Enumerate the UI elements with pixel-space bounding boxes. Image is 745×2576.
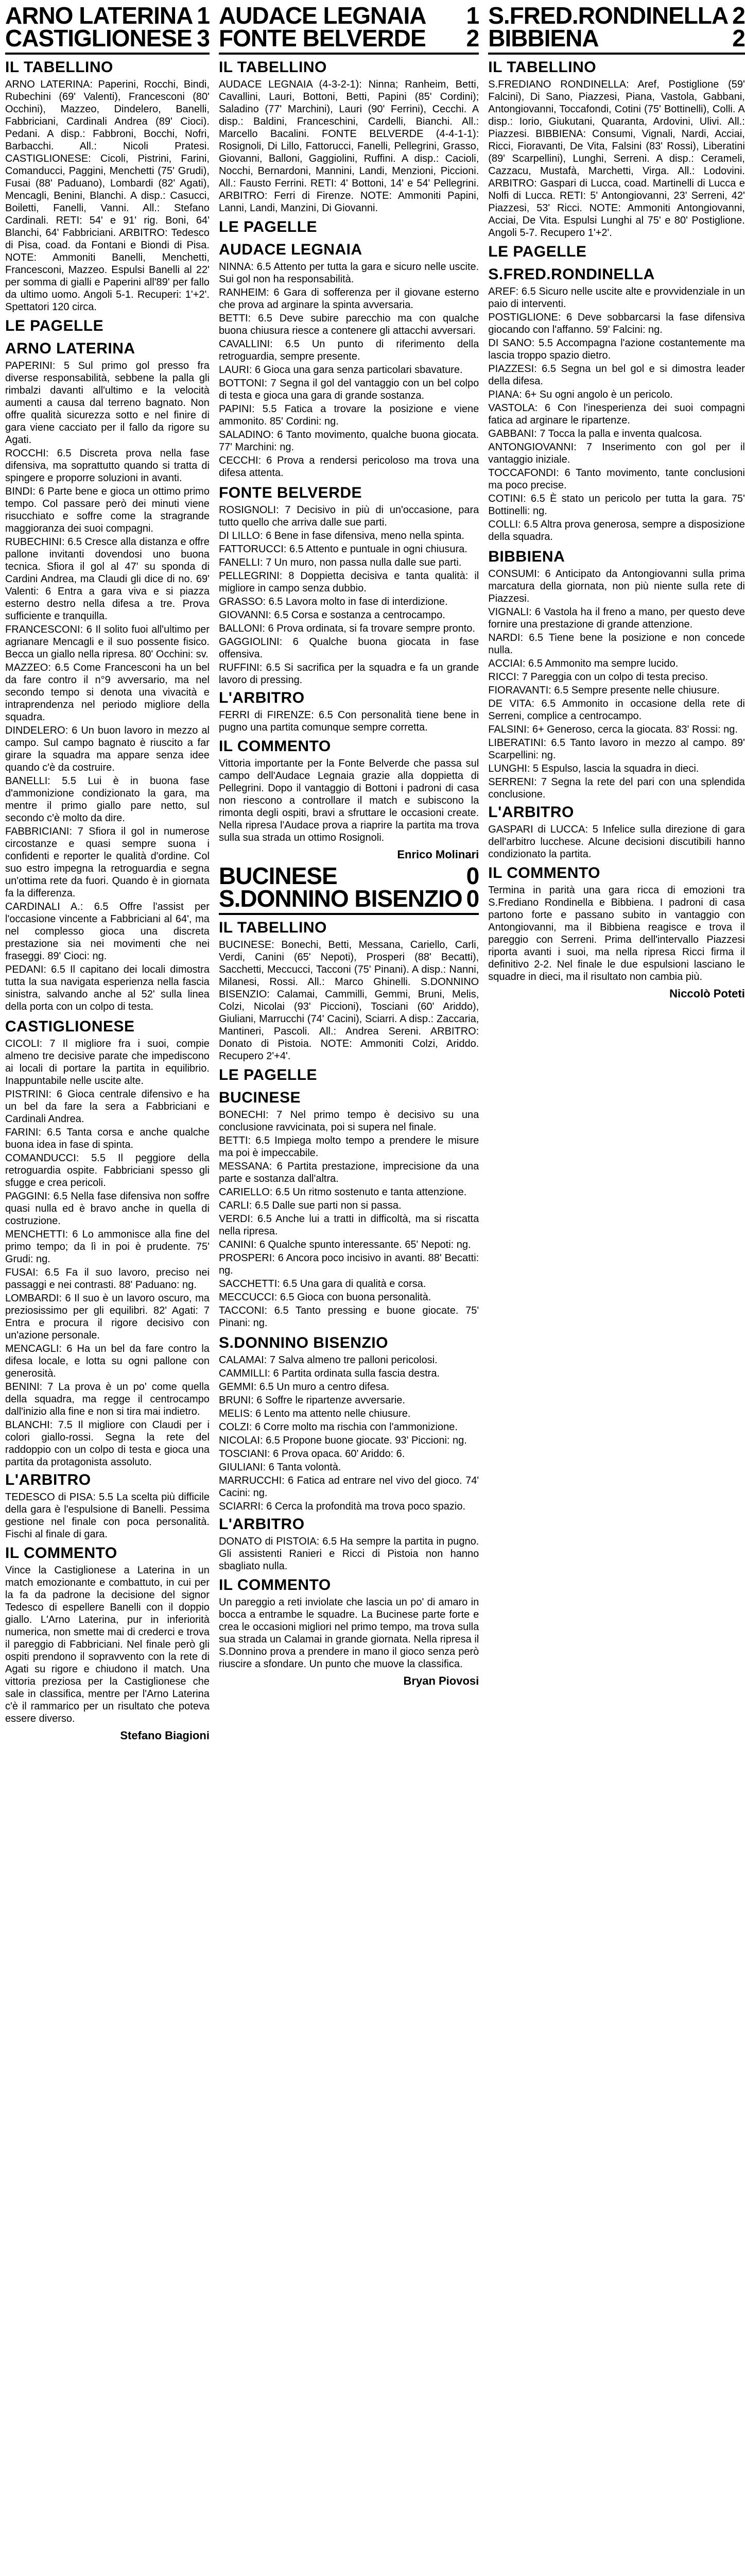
- player-grade: BOTTONI: 7 Segna il gol del vantaggio con un bel colpo di testa e gioca una gara di grande sostanza.: [218, 378, 479, 401]
- section-title-tabellino: IL TABELLINO: [218, 919, 327, 936]
- player-grade: MELIS: 6 Lento ma attento nelle chiusure.: [218, 1408, 411, 1419]
- player-grade: CICOLI: 7 Il migliore fra i suoi, compie almeno tre decisive parate che impediscono ai locali di portare la partita in equilibrio. Inappuntabile nelle uscite alte.: [5, 1038, 210, 1087]
- team-subtitle: BUCINESE: [218, 1089, 301, 1106]
- player-grade: CECCHI: 6 Prova a rendersi pericoloso ma trova una difesa attenta.: [218, 455, 479, 479]
- section-title-commento: IL COMMENTO: [5, 1545, 117, 1562]
- player-grade: DI LILLO: 6 Bene in fase difensiva, meno nella spinta.: [218, 530, 464, 541]
- match-column-1: [5, 4, 210, 2576]
- player-grade: COTINI: 6.5 È stato un pericolo per tutta la gara. 75' Bottinelli: ng.: [488, 493, 745, 517]
- home-team-name: AUDACE LEGNAIA: [218, 2, 426, 29]
- player-grade: SALADINO: 6 Tanto movimento, qualche buona giocata. 77' Marchini: ng.: [218, 429, 479, 453]
- commento-text: Vittoria importante per la Fonte Belverde che passa sul campo dell'Audace Legnaia grazie alla doppietta di Pellegrini. Dopo il vantaggio di Bottoni i padroni di casa non riescono a controllare il match e subiscono la rimonta degli ospiti, bravi a sfruttare le occasioni create. Nella ripresa l'Audace prova a riaprire la partita ma trova sulla sua strada un ottimo Rosignoli.: [218, 758, 479, 843]
- player-grade: LAURI: 6 Gioca una gara senza particolari sbavature.: [218, 364, 463, 376]
- player-grade: CAMMILLI: 6 Partita ordinata sulla fascia destra.: [218, 1368, 440, 1379]
- player-grade: GEMMI: 6.5 Un muro a centro difesa.: [218, 1381, 390, 1393]
- home-team-score: 1: [197, 2, 210, 29]
- player-grade: FUSAI: 6.5 Fa il suo lavoro, preciso nei passaggi e nei contrasti. 88' Paduano: ng.: [5, 1267, 210, 1291]
- match-header-row: [488, 4, 745, 27]
- player-grade: FANELLI: 7 Un muro, non passa nulla dalle sue parti.: [218, 557, 462, 568]
- player-grade: PELLEGRINI: 8 Doppietta decisiva e tanta qualità: il migliore in campo senza dubbio.: [218, 570, 479, 594]
- match-header-row: [5, 25, 210, 52]
- author-signature: Bryan Piovosi: [403, 1674, 479, 1687]
- team-subtitle: AUDACE LEGNAIA: [218, 241, 362, 258]
- player-grade: ACCIAI: 6.5 Ammonito ma sempre lucido.: [488, 658, 679, 669]
- player-grade: FALSINI: 6+ Generoso, cerca la giocata. 83' Rossi: ng.: [488, 724, 738, 735]
- player-grade: ROCCHI: 6.5 Discreta prova nella fase difensiva, ma soprattutto quando si tratta di spingere e proporre soluzioni in avanti.: [5, 448, 210, 484]
- player-grade: GIOVANNI: 6.5 Corsa e sostanza a centrocampo.: [218, 609, 445, 621]
- player-grade: DINDELERO: 6 Un buon lavoro in mezzo al campo. Sul campo bagnato è riuscito a far girare la squadra ma appare senza idee quando c'è da costruire.: [5, 725, 210, 773]
- author-signature: Niccolò Poteti: [669, 987, 745, 1000]
- player-grade: CANINI: 6 Qualche spunto interessante. 65' Nepoti: ng.: [218, 1239, 471, 1250]
- away-team-name: BIBBIENA: [488, 25, 599, 52]
- player-grade: LOMBARDI: 6 Il suo è un lavoro oscuro, ma preziosissimo per gli equilibri. 82' Agati: 7 Entra e procura il rigore decisivo con un'azione personale.: [5, 1293, 210, 1341]
- match-column-2: [219, 4, 479, 2576]
- player-grade: CARIELLO: 6.5 Un ritmo sostenuto e tanta attenzione.: [218, 1187, 467, 1198]
- player-grade: SACCHETTI: 6.5 Una gara di qualità e corsa.: [218, 1278, 426, 1290]
- player-grade: TOCCAFONDI: 6 Tanto movimento, tante conclusioni ma poco precise.: [488, 467, 745, 491]
- player-grade: RICCI: 7 Pareggia con un colpo di testa preciso.: [488, 671, 708, 683]
- player-grade: SCIARRI: 6 Cerca la profondità ma trova poco spazio.: [218, 1501, 466, 1512]
- player-grade: BETTI: 6.5 Deve subire parecchio ma con qualche buona chiusura riesce a contenere gli attacchi avversari.: [218, 313, 479, 336]
- away-team-name: FONTE BELVERDE: [218, 25, 426, 52]
- player-grade: NICOLAI: 6.5 Propone buone giocate. 93' Piccioni: ng.: [218, 1435, 467, 1446]
- team-subtitle: S.DONNINO BISENZIO: [218, 1334, 388, 1351]
- player-grade: PROSPERI: 6 Ancora poco incisivo in avanti. 88' Becatti: ng.: [218, 1252, 479, 1276]
- match-header-row: [219, 4, 479, 27]
- home-team-name: S.FRED.RONDINELLA: [488, 2, 729, 29]
- player-grade: GRASSO: 6.5 Lavora molto in fase di interdizione.: [218, 596, 448, 607]
- player-grade: BRUNI: 6 Soffre le ripartenze avversarie.: [218, 1395, 405, 1406]
- player-grade: CONSUMI: 6 Anticipato da Antongiovanni sulla prima marcatura della giornata, non più niente sulla rete di Piazzesi.: [488, 568, 745, 604]
- player-grade: COMANDUCCI: 5.5 Il peggiore della retroguardia ospite. Fabbriciani spesso gli sfugge e crea pericoli.: [5, 1153, 210, 1189]
- player-grade: CALAMAI: 7 Salva almeno tre palloni pericolosi.: [218, 1354, 438, 1366]
- grades-list: [488, 285, 745, 543]
- team-subtitle: CASTIGLIONESE: [5, 1018, 135, 1035]
- section-title-arbitro: L'ARBITRO: [5, 1471, 91, 1488]
- player-grade: ANTONGIOVANNI: 7 Inserimento con gol per il vantaggio iniziale.: [488, 442, 745, 465]
- player-grade: CAVALLINI: 6.5 Un punto di riferimento della retroguardia, sempre presente.: [218, 338, 479, 362]
- divider: [5, 53, 210, 55]
- player-grade: PIANA: 6+ Su ogni angolo è un pericolo.: [488, 389, 673, 400]
- match-header-row: [5, 4, 210, 27]
- player-grade: FIORAVANTI: 6.5 Sempre presente nelle chiusure.: [488, 685, 720, 696]
- commento-text: Termina in parità una gara ricca di emozioni tra S.Frediano Rondinella e Bibbiena. I padroni di casa partono forte e passano subito in vantaggio con Antongiovanni, ma il Bibbiena reagisce e trova il pareggio con Serreni. Prima dell'intervallo Piazzesi riporta avanti i suoi, ma nella ripresa Ricci firma il definitivo 2-2. Nel finale le due espulsioni lasciano le squadre in dieci, ma il risultato non cambia più.: [488, 885, 745, 982]
- player-grade: PIAZZESI: 6.5 Segna un bel gol e si dimostra leader della difesa.: [488, 363, 745, 387]
- player-grade: GAGGIOLINI: 6 Qualche buona giocata in fase offensiva.: [218, 636, 479, 660]
- player-grade: ROSIGNOLI: 7 Decisivo in più di un'occasione, para tutto quello che arriva dalle sue parti.: [218, 504, 479, 528]
- player-grade: NINNA: 6.5 Attento per tutta la gara e sicuro nelle uscite. Sui gol non ha responsabilità.: [218, 261, 479, 285]
- team-subtitle: BIBBIENA: [488, 548, 565, 565]
- player-grade: FABBRICIANI: 7 Sfiora il gol in numerose circostanze e quasi sempre suona i confidenti e reporter le qualità d'ordine. Col suo estro impegna la retroguardia e segna un'ottima rete da fuori. Quando è in giornata fa la differenza.: [5, 826, 210, 899]
- away-team-score: 2: [466, 25, 479, 52]
- section-title-commento: IL COMMENTO: [488, 865, 600, 882]
- player-grade: PAPERINI: 5 Sul primo gol presso fra diverse responsabilità, sebbene la palla gli rimbalzi davanti all'ultimo e la velocità aumenti a causa dal terreno bagnato. Non offre qualità sicurezza sotto e nel finire di gara viene cacciato per il fallo da rigore su Agati.: [5, 360, 210, 446]
- player-grade: PAGGINI: 6.5 Nella fase difensiva non soffre quasi nulla ed è bravo anche in quella di costruzione.: [5, 1191, 210, 1227]
- section-title-tabellino: IL TABELLINO: [218, 59, 327, 76]
- home-team-name: BUCINESE: [218, 862, 337, 889]
- section-title-commento: IL COMMENTO: [218, 738, 331, 755]
- player-grade: MENCAGLI: 6 Ha un bel da fare contro la difesa locale, e lotta su ogni pallone con generosità.: [5, 1343, 210, 1379]
- player-grade: MECCUCCI: 6.5 Gioca con buona personalità.: [218, 1292, 431, 1303]
- section-title-pagelle: LE PAGELLE: [218, 1066, 318, 1083]
- player-grade: BETTI: 6.5 Impiega molto tempo a prendere le misure ma poi è impeccabile.: [218, 1135, 479, 1159]
- section-title-arbitro: L'ARBITRO: [488, 804, 574, 821]
- grades-list: [5, 1038, 210, 1468]
- divider: [219, 53, 479, 55]
- player-grade: NARDI: 6.5 Tiene bene la posizione e non concede nulla.: [488, 632, 745, 656]
- player-grade: FARINI: 6.5 Tanta corsa e anche qualche buona idea in fase di spinta.: [5, 1127, 210, 1150]
- section-title-tabellino: IL TABELLINO: [488, 59, 597, 76]
- player-grade: VIGNALI: 6 Vastola ha il freno a mano, per questo deve fornire una prestazione di grande attenzione.: [488, 606, 745, 630]
- home-team-score: 2: [732, 2, 745, 29]
- away-team-name: CASTIGLIONESE: [5, 25, 192, 52]
- player-grade: CARDINALI A.: 6.5 Offre l'assist per l'occasione vincente a Fabbriciani al 64', ma nel complesso gioca una discreta prestazione sia nei movimenti che nei fraseggi. 89' Cioci: ng.: [5, 901, 210, 962]
- player-grade: BANELLI: 5.5 Lui è in buona fase d'ammonizione condizionato la gara, ma mentre il primo giallo pare netto, sul secondo c'è molto da dire.: [5, 775, 210, 824]
- away-team-score: 3: [197, 25, 210, 52]
- player-grade: LIBERATINI: 6.5 Tanto lavoro in mezzo al campo. 89' Scarpellini: ng.: [488, 737, 745, 761]
- player-grade: BENINI: 7 La prova è un po' come quella della squadra, ma regge il centrocampo dall'inizio alla fine e non si tira mai indietro.: [5, 1381, 210, 1417]
- away-team-name: S.DONNINO BISENZIO: [218, 885, 462, 912]
- grades-list: [488, 568, 745, 801]
- section-title-arbitro: L'ARBITRO: [218, 1516, 305, 1533]
- arbitro-text: TEDESCO di PISA: 5.5 La scelta più difficile della gara è l'espulsione di Banelli. Pessima gestione nel finale con poca personalità. Fischi al finale di gara.: [5, 1492, 210, 1540]
- player-grade: SERRENI: 7 Segna la rete del pari con una splendida conclusione.: [488, 776, 745, 800]
- player-grade: BINDI: 6 Parte bene e gioca un ottimo primo tempo. Col passare però dei minuti viene risucchiato e soffre come la stragrande maggioranza dei suoi compagni.: [5, 486, 210, 534]
- team-subtitle: S.FRED.RONDINELLA: [488, 266, 655, 283]
- player-grade: VASTOLA: 6 Con l'inesperienza dei suoi compagni fatica ad arginare le ripartenze.: [488, 402, 745, 426]
- player-grade: GIULIANI: 6 Tanta volontà.: [218, 1462, 341, 1473]
- grades-list: [219, 1354, 479, 1513]
- player-grade: GABBANI: 7 Tocca la palla e inventa qualcosa.: [488, 428, 702, 439]
- away-team-score: 0: [466, 885, 479, 912]
- grades-list: [219, 504, 479, 686]
- section-title-pagelle: LE PAGELLE: [5, 317, 104, 334]
- player-grade: TACCONI: 6.5 Tanto pressing e buone giocate. 75' Pinani: ng.: [218, 1305, 479, 1329]
- section-title-arbitro: L'ARBITRO: [218, 689, 305, 706]
- tabellino-text: BUCINESE: Bonechi, Betti, Messana, Cariello, Carli, Verdi, Canini (65' Nepoti), Prosperi (88' Becatti), Sacchetti, Meccucci, Tacconi (75' Pinani). A disp.: Nanni, Milanesi, Rossi. All.: Marco Ghinelli. S.DONNINO BISENZIO: Calamai, Cammilli, Gemmi, Bruni, Melis, Colzi, Nicolai (93' Piccioni), Tosciani (60' Ariddo), Giuliani, Marrucchi (74' Cacini), Sciarri. A disp.: Zaccaria, Mantineri, Pascoli. All.: Andrea Sereni. ARBITRO: Donato di Pistoia. NOTE: Ammoniti Colzi, Ariddo. Recupero 2'+4'.: [218, 939, 479, 1062]
- tabellino-text: AUDACE LEGNAIA (4-3-2-1): Ninna; Ranheim, Betti, Cavallini, Lauri, Bottoni, Betti, Papini (85' Cordini); Saladino (77' Marchini), Lauri (90' Ferrini), Cecchi. A disp.: Baldini, Franceschini, Cardelli, Bianchi. All.: Marcello Bacalini. FONTE BELVERDE (4-4-1-1): Rosignoli, Di Lillo, Fattorucci, Fanelli, Pellegrini, Grasso, Giovanni, Balloni, Gaggiolini, Ruffini. A disp.: Cacioli, Nocchi, Bernardoni, Mannini, Landi, Menzioni, Piccioni. All.: Fausto Ferrini. RETI: 4' Bottoni, 14' e 54' Pellegrini. ARBITRO: Ferri di Firenze. NOTE: Ammoniti Papini, Lanni, Landi, Manzini, Di Giovanni.: [218, 79, 479, 214]
- arbitro-text: GASPARI di LUCCA: 5 Infelice sulla direzione di gara dell'arbitro lucchese. Alcune decisioni discutibili hanno condizionato la partita.: [488, 824, 745, 860]
- player-grade: VERDI: 6.5 Anche lui a tratti in difficoltà, ma si riscatta nella ripresa.: [218, 1213, 479, 1237]
- arbitro-text: FERRI di FIRENZE: 6.5 Con personalità tiene bene in pugno una partita comunque sempre corretta.: [218, 709, 479, 733]
- player-grade: CARLI: 6.5 Dalle sue parti non si passa.: [218, 1200, 402, 1211]
- player-grade: RUFFINI: 6.5 Si sacrifica per la squadra e fa un grande lavoro di pressing.: [218, 662, 479, 686]
- player-grade: MAZZEO: 6.5 Come Francesconi ha un bel da fare contro il n°9 avversario, ma nel secondo tempo si denota una vivacità e intraprendenza nel periodo migliore della squadra.: [5, 662, 210, 723]
- tabellino-text: ARNO LATERINA: Paperini, Rocchi, Bindi, Rubechini (69' Valenti), Francesconi (80' Occhini), Mazzeo, Dindelero, Banelli, Fabbriciani, Cardinali Andrea (89' Cioci). Pedani. A disp.: Fabbroni, Bocchi, Nofri, Barbacchi. All.: Nicoli Pratesi. CASTIGLIONESE: Cicoli, Pistrini, Farini, Comanducci, Paggini, Menchetti (75' Grudi), Fusai (88' Paduano), Lombardi (82' Agati), Mencagli, Benini, Blanchi. A disp.: Casucci, Boiletti, Fanelli, Vanni. All.: Stefano Cardinali. RETI: 54' e 91' rig. Boni, 64' Blanchi, 64' Fabbriciani. ARBITRO: Tedesco di Pisa, coad. da Fontani e Biondi di Pisa. NOTE: Ammoniti Banelli, Menchetti, Francesconi, Mazzeo. Espulsi Banelli al 22' per somma di gialli e Paperini all'89' per fallo da ultimo uomo. Angoli 5-1. Recuperi: 1'+2'. Spettatori 120 circa.: [5, 79, 210, 313]
- player-grade: RUBECHINI: 6.5 Cresce alla distanza e offre pallone invitanti dovendosi uno buona tecnica. Sfiora il gol al 47' su sponda di Cardini Andrea, ma Claudi gli dice di no. 69' Valenti: 6 Entra a gara viva e si piazza esterno destro nella difesa a tre. Prova sufficiente e tranquilla.: [5, 536, 210, 622]
- author-signature: Stefano Biagioni: [120, 1729, 210, 1742]
- away-team-score: 2: [732, 25, 745, 52]
- player-grade: POSTIGLIONE: 6 Deve sobbarcarsi la fase difensiva giocando con l'affanno. 59' Falcini: ng.: [488, 312, 745, 335]
- player-grade: MESSANA: 6 Partita prestazione, imprecisione da una parte e sostanza dall'altra.: [218, 1161, 479, 1184]
- player-grade: MARRUCCHI: 6 Fatica ad entrare nel vivo del gioco. 74' Cacini: ng.: [218, 1475, 479, 1499]
- section-title-commento: IL COMMENTO: [218, 1577, 331, 1594]
- match-header-row: [218, 25, 479, 52]
- player-grade: AREF: 6.5 Sicuro nelle uscite alte e provvidenziale in un paio di interventi.: [488, 286, 745, 310]
- arbitro-text: DONATO di PISTOIA: 6.5 Ha sempre la partita in pugno. Gli assistenti Ranieri e Ricci di Pistoia non hanno sbagliato nulla.: [218, 1536, 479, 1572]
- player-grade: PISTRINI: 6 Gioca centrale difensivo e ha un bel da fare la sera a Fabbriciani e Cardinali Andrea.: [5, 1089, 210, 1125]
- section-title-tabellino: IL TABELLINO: [5, 59, 113, 76]
- player-grade: RANHEIM: 6 Gara di sofferenza per il giovane esterno che prova ad arginare la spinta avversaria.: [218, 287, 479, 311]
- player-grade: FRANCESCONI: 6 Il solito fuoi all'ultimo per agrianare Mencagli e il suo possente fisico. Becca un giallo nella ripresa. 80' Occhini: sv.: [5, 624, 210, 660]
- match-header-row: [218, 862, 479, 889]
- home-team-name: ARNO LATERINA: [5, 2, 193, 29]
- match-column-3: [488, 4, 745, 2576]
- home-team-score: 1: [466, 2, 479, 29]
- player-grade: BALLONI: 6 Prova ordinata, si fa trovare sempre pronto.: [218, 623, 475, 634]
- grades-list: [5, 360, 210, 1013]
- match-header-row: [219, 887, 479, 910]
- tabellino-text: S.FREDIANO RONDINELLA: Aref, Postiglione (59' Falcini), Di Sano, Piazzesi, Piana, Vastola, Gabbani, Antongiovanni, Toccafondi, Cotini (75' Bottinelli), Colli. A disp.: Iorio, Giukutani, Quaranta, Ardovini, Ulivi. All.: Piazzesi. BIBBIENA: Consumi, Vignali, Nardi, Acciai, Ricci, Fioravanti, De Vita, Falsini (83' Rossi), Liberatini (89' Scarpellini), Lunghi, Serreni. A disp.: Cerameli, Cazzacu, Mustafà, Marchetti, Virga. All.: Lodovini. ARBITRO: Gaspari di Lucca, coad. Martinelli di Lucca e Nolfi di Lucca. RETI: 5' Antongiovanni, 23' Serreni, 42' Piazzesi, 53' Ricci. NOTE: Ammoniti Antongiovanni, Acciai, De Vita. Espulsi Lunghi al 75' e 80' Postiglione. Angoli 5-7. Recupero 1'+2'.: [488, 79, 745, 239]
- player-grade: FATTORUCCI: 6.5 Attento e puntuale in ogni chiusura.: [218, 544, 467, 555]
- commento-text: Vince la Castiglionese a Laterina in un match emozionante e combattuto, in cui per la fa da padrone la decisione del signor Tedesco di espellere Banelli con il doppio giallo. L'Arno Laterina, pur in inferiorità numerica, non smette mai di crederci e trova il pareggio di Fabbriciani. Nel finale però gli ospiti prendono il sopravvento con la rete di Agati su rigore e chiudono il match. Una vittoria preziosa per la Castiglionese che sale in classifica, mentre per l'Arno Laterina c'è il rammarico per un risultato che poteva essere diverso.: [5, 1565, 210, 1724]
- match-header-row: [488, 25, 745, 52]
- player-grade: BLANCHI: 7.5 Il migliore con Claudi per i colori giallo-rossi. Segna la rete del raddoppio con un colpo di testa e gioca una partita da protagonista assoluto.: [5, 1419, 210, 1468]
- player-grade: BONECHI: 7 Nel primo tempo è decisivo su una conclusione ravvicinata, poi si supera nel finale.: [218, 1109, 479, 1133]
- player-grade: LUNGHI: 5 Espulso, lascia la squadra in dieci.: [488, 763, 699, 774]
- team-subtitle: ARNO LATERINA: [5, 340, 135, 357]
- home-team-score: 0: [466, 862, 479, 889]
- player-grade: COLZI: 6 Corre molto ma rischia con l'ammonizione.: [218, 1421, 458, 1433]
- divider: [488, 53, 745, 55]
- divider: [219, 913, 479, 915]
- commento-text: Un pareggio a reti inviolate che lascia un po' di amaro in bocca a entrambe le squadre. La Bucinese parte forte e crea le occasioni migliori nel primo tempo, ma trova sulla sua strada un Calamai in grande giornata. Nella ripresa il S.Donnino prova a prendere in mano il gioco senza però riuscire a sfondare. Un punto che muove la classifica.: [218, 1597, 479, 1670]
- player-grade: PEDANI: 6.5 Il capitano dei locali dimostra tutta la sua navigata esperienza nella fascia sinistra, salvando anche al 52' sulla linea della porta con un colpo di testa.: [5, 964, 210, 1012]
- player-grade: DE VITA: 6.5 Ammonito in occasione della rete di Serreni, complice a centrocampo.: [488, 698, 745, 722]
- team-subtitle: FONTE BELVERDE: [218, 484, 362, 501]
- player-grade: MENCHETTI: 6 Lo ammonisce alla fine del primo tempo; da lì in poi è prudente. 75' Grudi: ng.: [5, 1229, 210, 1265]
- player-grade: COLLI: 6.5 Altra prova generosa, sempre a disposizione della squadra.: [488, 519, 745, 543]
- player-grade: TOSCIANI: 6 Prova opaca. 60' Ariddo: 6.: [218, 1448, 405, 1460]
- player-grade: DI SANO: 5.5 Accompagna l'azione costantemente ma lascia troppo spazio dietro.: [488, 337, 745, 361]
- player-grade: PAPINI: 5.5 Fatica a trovare la posizione e viene ammonito. 85' Cordini: ng.: [218, 403, 479, 427]
- grades-list: [219, 261, 479, 479]
- author-signature: Enrico Molinari: [397, 848, 479, 861]
- section-title-pagelle: LE PAGELLE: [218, 218, 318, 235]
- section-title-pagelle: LE PAGELLE: [488, 243, 587, 260]
- grades-list: [219, 1109, 479, 1329]
